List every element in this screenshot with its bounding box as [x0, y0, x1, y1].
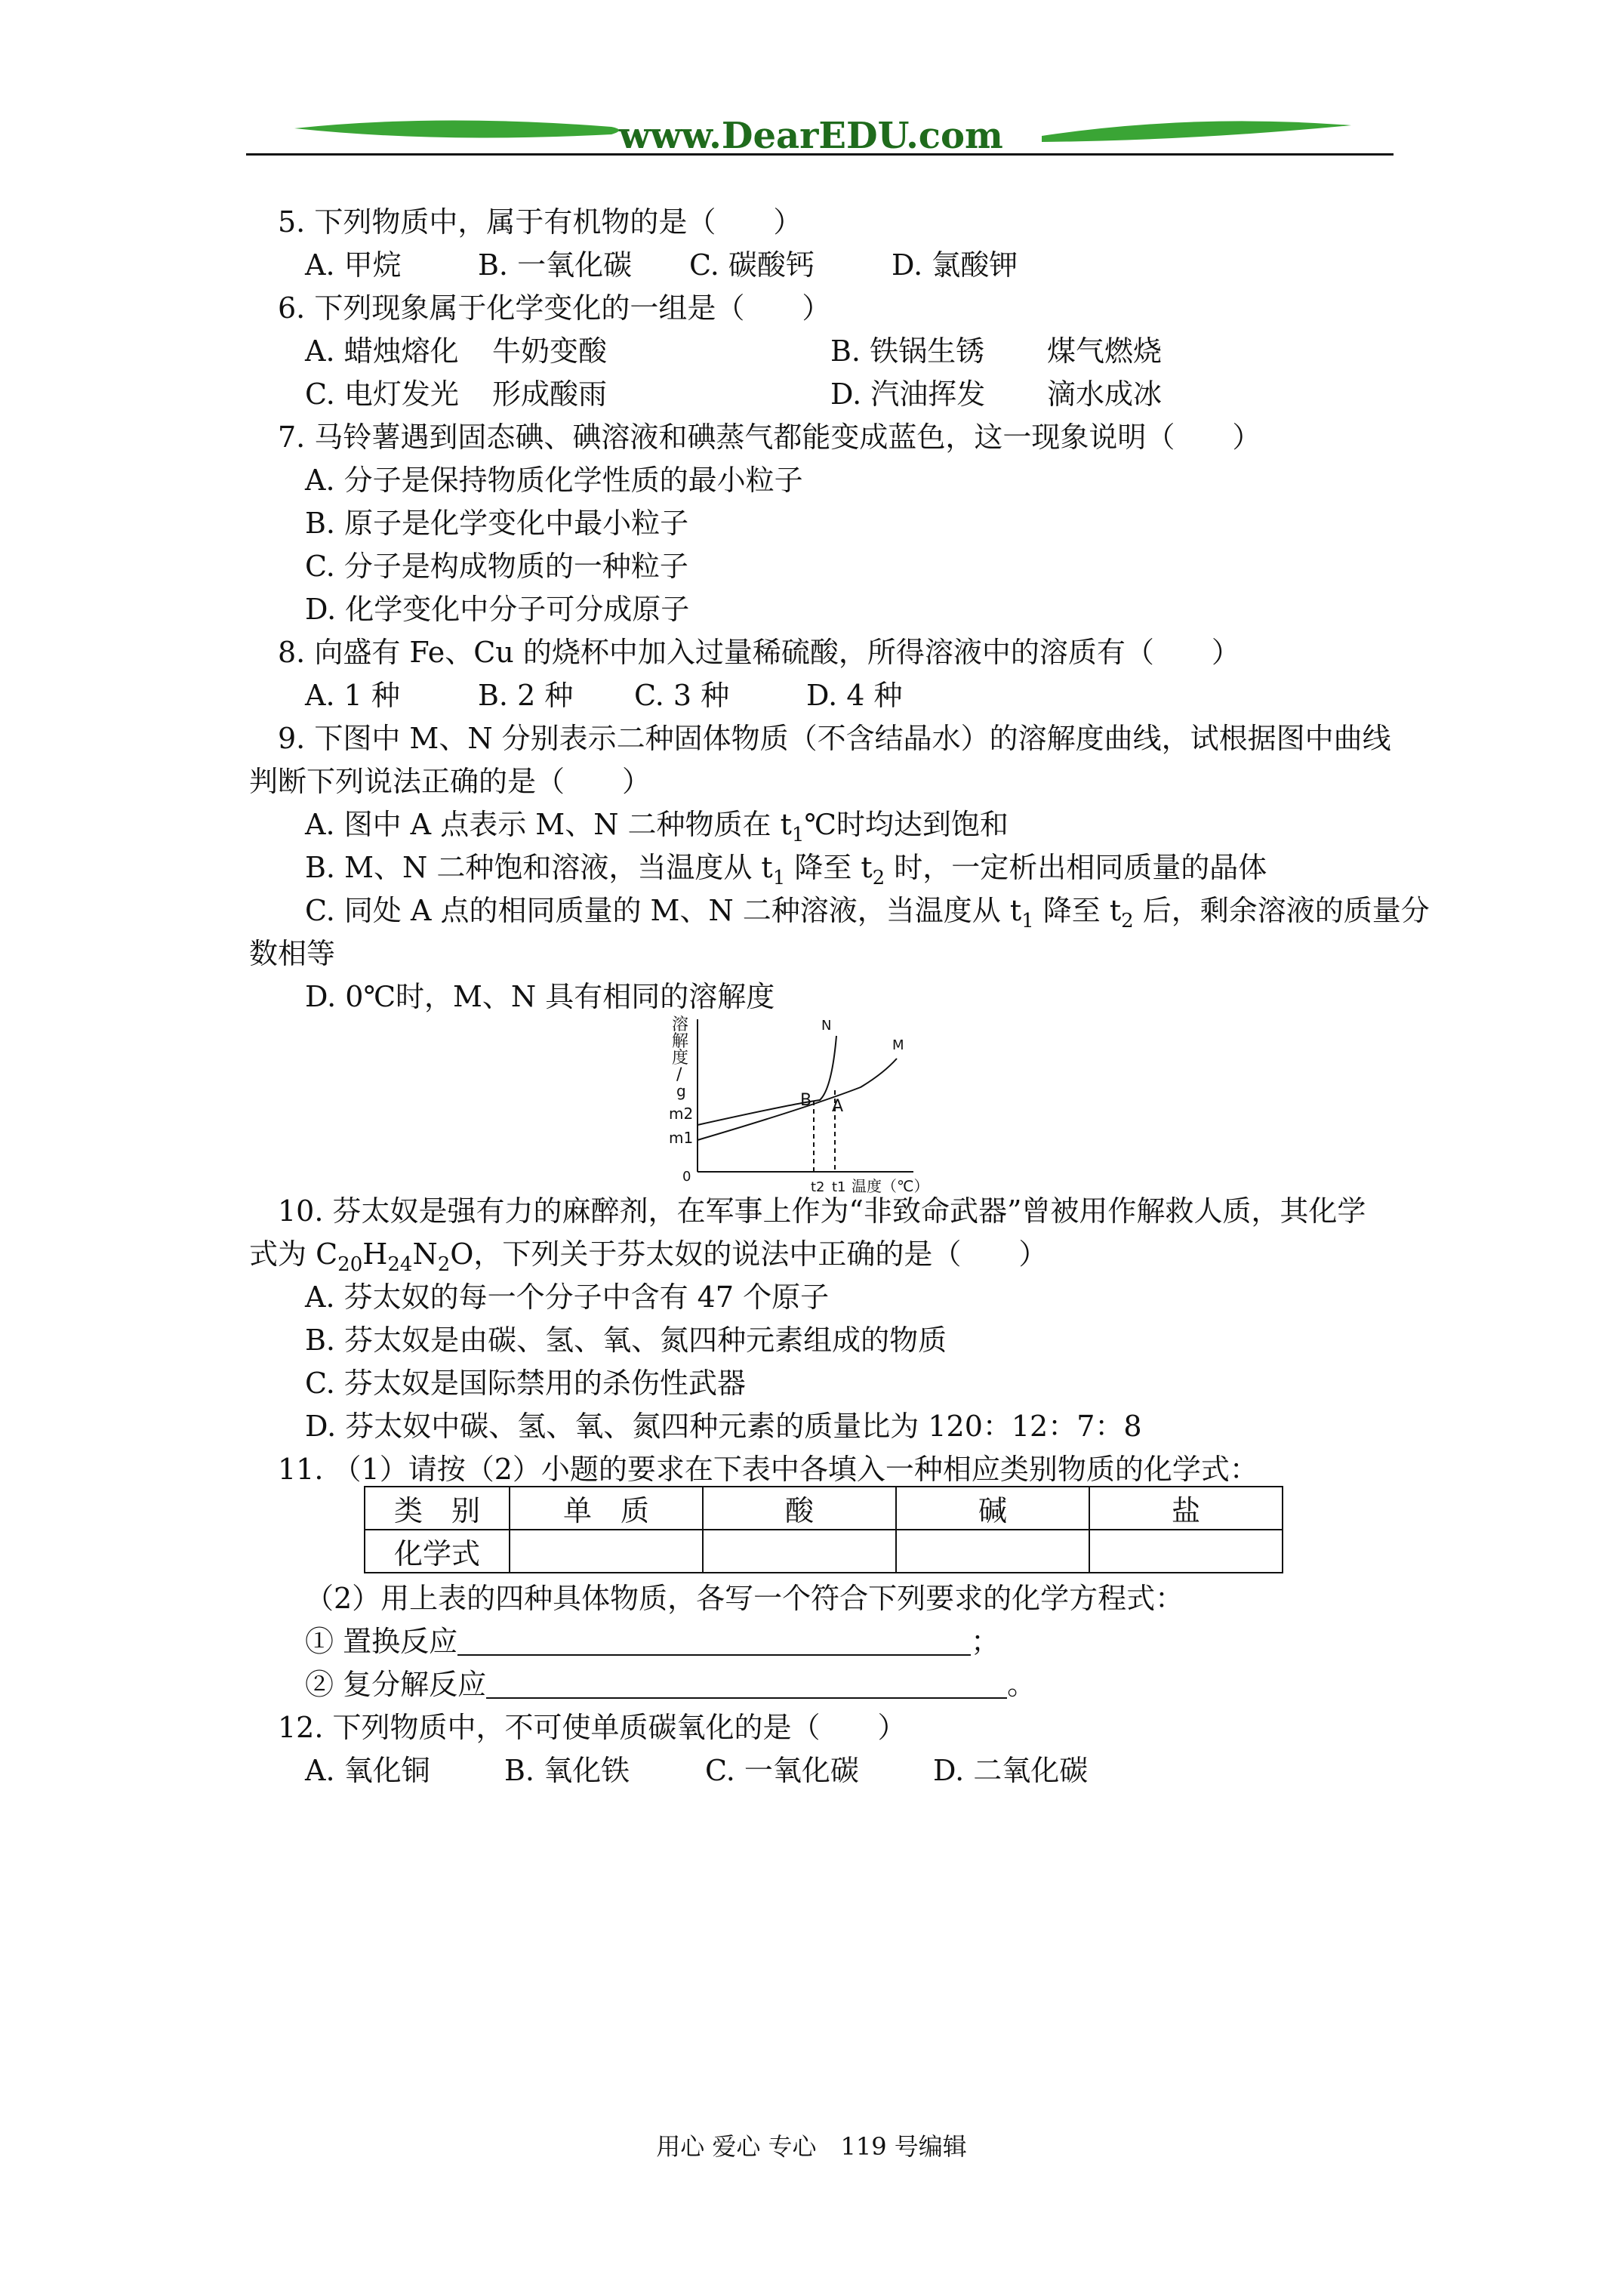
graph-label-m1: m1: [669, 1129, 694, 1147]
table-cell-salt[interactable]: [1089, 1530, 1283, 1573]
q10-option-a: A. 芬太奴的每一个分子中含有 47 个原子: [305, 1281, 830, 1314]
table-cell-base[interactable]: [896, 1530, 1089, 1573]
graph-ylabel-1: 溶: [672, 1015, 689, 1034]
graph-ylabel-2: 解: [672, 1032, 689, 1051]
q6-stem: 6. 下列现象属于化学变化的一组是（ ）: [278, 291, 831, 325]
graph-label-t1: t1: [832, 1179, 846, 1193]
q12-option-b: B. 氧化铁: [504, 1754, 630, 1787]
q7-option-a: A. 分子是保持物质化学性质的最小粒子: [305, 464, 803, 497]
q9-stem-line2: 判断下列说法正确的是（ ）: [249, 765, 651, 798]
q6-option-a2: 牛奶变酸: [492, 334, 608, 368]
graph-curve-n: [698, 1036, 836, 1125]
graph-label-t2: t2: [811, 1179, 825, 1193]
graph-xlabel: 温度（℃）: [852, 1177, 929, 1193]
table-cell-element[interactable]: [510, 1530, 703, 1573]
graph-ylabel-4: /: [676, 1065, 682, 1084]
q11-part2: （2）用上表的四种具体物质，各写一个符合下列要求的化学方程式：: [305, 1582, 1184, 1615]
q11-answer-blank-1[interactable]: [457, 1626, 971, 1656]
q11-item1: ① 置换反应 ；: [305, 1625, 1000, 1658]
q5-option-c: C. 碳酸钙: [689, 248, 815, 282]
q10-option-c: C. 芬太奴是国际禁用的杀伤性武器: [305, 1367, 746, 1400]
site-logo: [287, 106, 1359, 166]
q9-option-c-cont: 数相等: [249, 937, 336, 970]
q6-option-d2: 滴水成冰: [1047, 378, 1163, 411]
q11-table: [364, 1486, 1283, 1573]
q12-option-a: A. 氧化铜: [305, 1754, 430, 1787]
q5-stem: 5. 下列物质中，属于有机物的是（ ）: [278, 205, 802, 239]
q5-option-a: A. 甲烷: [305, 248, 402, 282]
q12-stem: 12. 下列物质中，不可使单质碳氧化的是（ ）: [278, 1711, 907, 1744]
q5-option-d: D. 氯酸钾: [892, 248, 1018, 282]
q8-stem: 8. 向盛有 Fe、Cu 的烧杯中加入过量稀硫酸，所得溶液中的溶质有（ ）: [278, 636, 1240, 669]
q6-option-b1: B. 铁锅生锈: [830, 334, 985, 368]
table-header-category: 类 别: [365, 1487, 510, 1530]
q7-option-b: B. 原子是化学变化中最小粒子: [305, 507, 689, 540]
graph-point-a: A: [832, 1097, 844, 1116]
q10-option-d: D. 芬太奴中碳、氢、氧、氮四种元素的质量比为 120：12：7：8: [305, 1410, 1142, 1443]
table-row-label: 化学式: [365, 1530, 510, 1573]
q7-option-d: D. 化学变化中分子可分成原子: [305, 593, 690, 626]
q9-option-a: A. 图中 A 点表示 M、N 二种物质在 $t_1℃$时均达到饱和: [305, 808, 1009, 846]
q11-answer-blank-2[interactable]: [486, 1669, 1007, 1699]
table-row: [365, 1487, 1283, 1530]
q6-option-a1: A. 蜡烛熔化: [305, 334, 459, 368]
solubility-graph: [664, 1013, 981, 1193]
q9-stem-line1: 9. 下图中 M、N 分别表示二种固体物质（不含结晶水）的溶解度曲线，试根据图中曲线: [278, 722, 1391, 755]
q8-option-b: B. 2 种: [478, 679, 574, 712]
graph-curve-m-label: M: [892, 1037, 904, 1053]
graph-label-m2: m2: [669, 1105, 694, 1123]
graph-curve-n-label: N: [821, 1018, 832, 1034]
q10-stem-line2: 式为 $C_{20}H_{24}N_2O$，下列关于芬太奴的说法中正确的是（ ）: [249, 1237, 1048, 1276]
q8-option-d: D. 4 种: [806, 679, 903, 712]
q9-option-b: B. M、N 二种饱和溶液，当温度从 $t_1$ 降至 $t_2$ 时，一定析出相同质量的晶体: [305, 851, 1267, 889]
site-logo-text: www.DearEDU.com: [619, 115, 1003, 157]
q8-option-a: A. 1 种: [305, 679, 400, 712]
table-header-base: 碱: [896, 1487, 1089, 1530]
table-row: [365, 1530, 1283, 1573]
q9-option-d: D. 0℃时，M、N 具有相同的溶解度: [305, 980, 775, 1013]
header-rule: [246, 153, 1394, 156]
q8-option-c: C. 3 种: [634, 679, 730, 712]
q10-option-b: B. 芬太奴是由碳、氢、氧、氮四种元素组成的物质: [305, 1324, 947, 1357]
table-cell-acid[interactable]: [703, 1530, 896, 1573]
q6-option-d1: D. 汽油挥发: [830, 378, 986, 411]
table-header-acid: 酸: [703, 1487, 896, 1530]
q12-option-d: D. 二氧化碳: [933, 1754, 1089, 1787]
q5-option-b: B. 一氧化碳: [478, 248, 633, 282]
q6-option-b2: 煤气燃烧: [1047, 334, 1163, 368]
table-header-element: 单 质: [510, 1487, 703, 1530]
graph-curve-m: [698, 1059, 897, 1140]
q9-option-c: C. 同处 A 点的相同质量的 M、N 二种溶液，当温度从 $t_1$ 降至 $t_2$ 后，剩余溶液的质量分: [305, 894, 1430, 932]
page-footer: 用心 爱心 专心 119 号编辑: [656, 2132, 967, 2161]
q6-option-c1: C. 电灯发光: [305, 378, 459, 411]
q12-option-c: C. 一氧化碳: [705, 1754, 859, 1787]
q10-stem-line1: 10. 芬太奴是强有力的麻醉剂，在军事上作为“非致命武器”曾被用作解救人质，其化学: [278, 1194, 1366, 1228]
graph-point-b: B: [800, 1091, 812, 1110]
graph-ylabel-3: 度: [672, 1049, 689, 1068]
graph-origin: 0: [682, 1169, 691, 1185]
q11-item2: ② 复分解反应 。: [305, 1668, 1036, 1701]
table-header-salt: 盐: [1089, 1487, 1283, 1530]
q7-stem: 7. 马铃薯遇到固态碘、碘溶液和碘蒸气都能变成蓝色，这一现象说明（ ）: [278, 421, 1261, 454]
q11-part1: 11. （1）请按（2）小题的要求在下表中各填入一种相应类别物质的化学式：: [278, 1453, 1258, 1486]
graph-ylabel-5: g: [676, 1082, 686, 1100]
q7-option-c: C. 分子是构成物质的一种粒子: [305, 550, 688, 583]
q6-option-c2: 形成酸雨: [492, 378, 608, 411]
